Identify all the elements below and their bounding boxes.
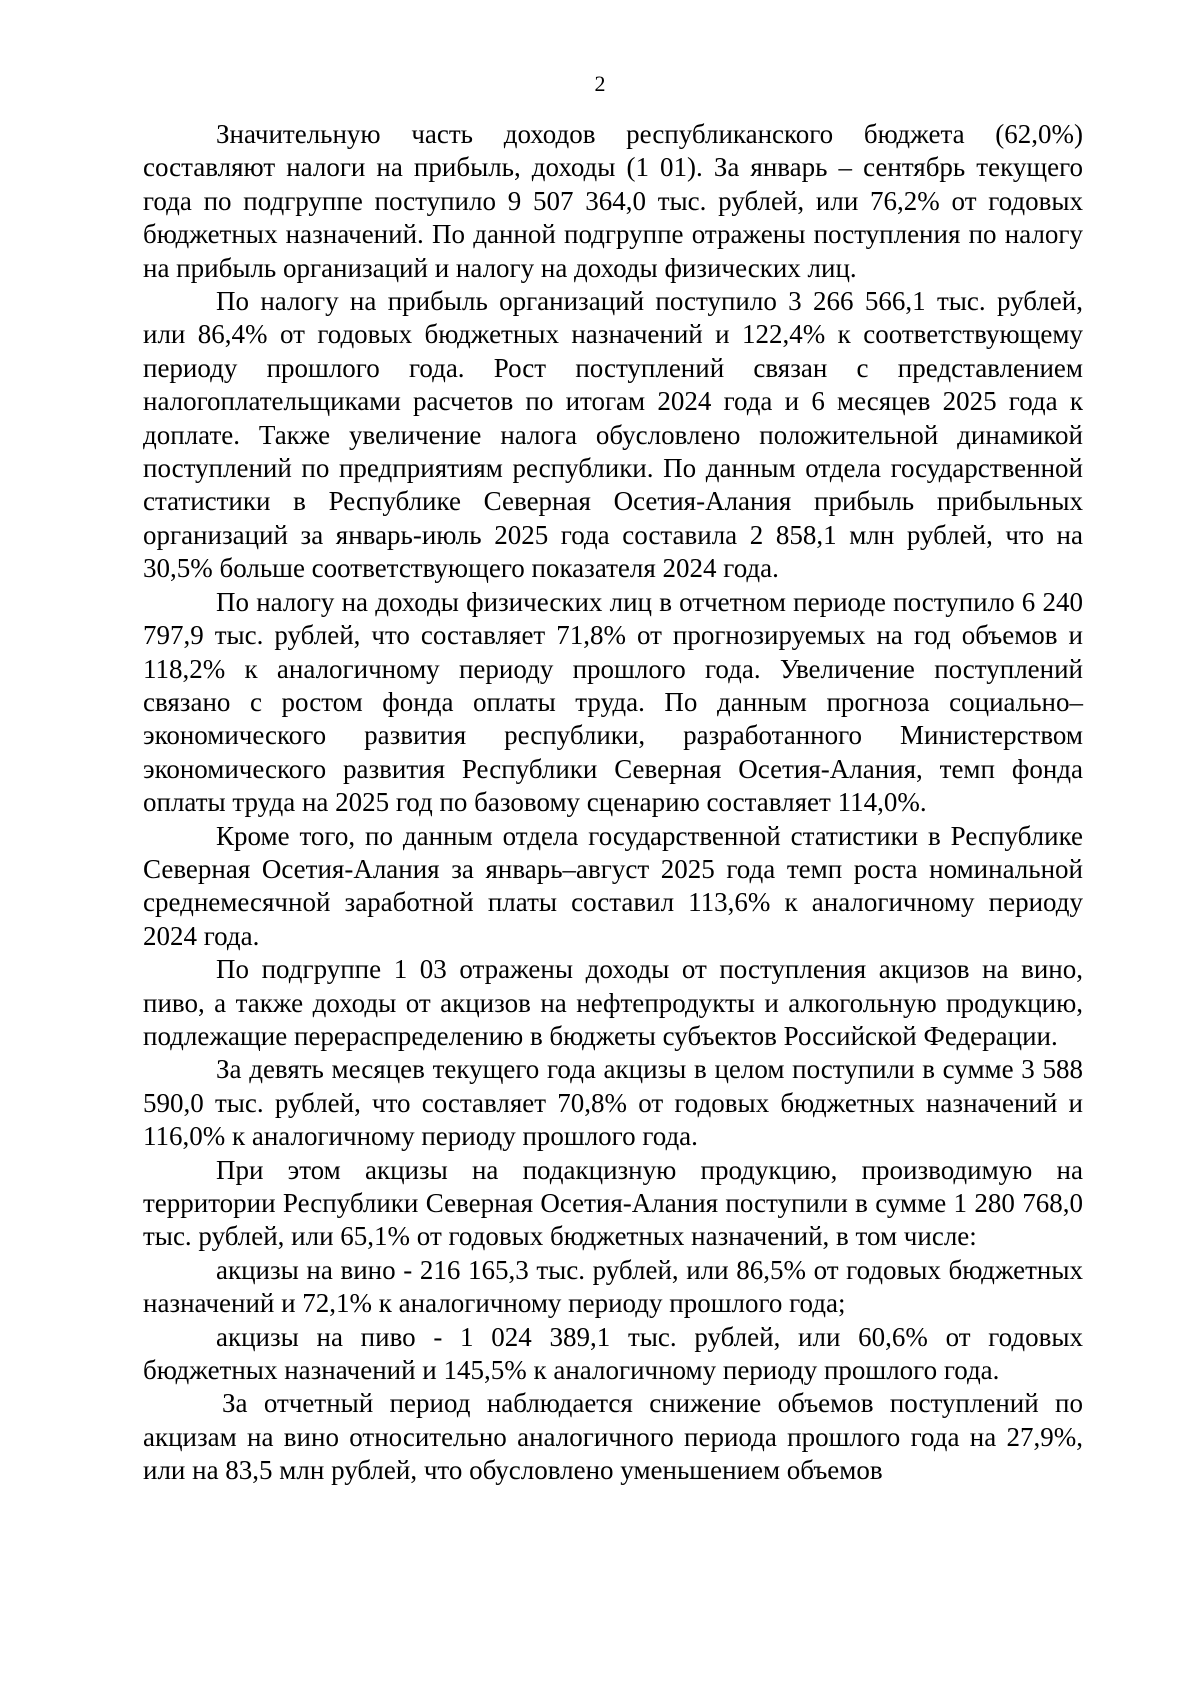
paragraph-personal-income-tax: По налогу на доходы физических лиц в отчетном периоде поступило 6 240 797,9 тыс. рублей, что составляет 71,8% от прогнозируемых на год объемов и 118,2% к аналогичному периоду прошлого года. Увеличение поступлений связано с ростом фонда оплаты труда. По данным прогноза социально–экономического развития республики, разработанного Министерством экономического развития Республики Северная Осетия-Алания, темп фонда оплаты труда на 2025 год по базовому сценарию составляет 114,0%. (143, 586, 1083, 818)
page-number: 2 (594, 71, 606, 96)
paragraph-excise-local-products: При этом акцизы на подакцизную продукцию, производимую на территории Республики Северная Осетия-Алания поступили в сумме 1 280 768,0 тыс. рублей, или 65,1% от годовых бюджетных назначений, в том числе: (143, 1154, 1083, 1252)
paragraph-excise-total: За девять месяцев текущего года акцизы в целом поступили в сумме 3 588 590,0 тыс. рублей, что составляет 70,8% от годовых бюджетных назначений и 116,0% к аналогичному периоду прошлого года. (143, 1054, 1083, 1152)
paragraph-excise-subgroup: По подгруппе 1 03 отражены доходы от поступления акцизов на вино, пиво, а также доходы от акцизов на нефтепродукты и алкогольную продукцию, подлежащие перераспределению в бюджеты субъектов Российской Федерации. (143, 954, 1083, 1051)
paragraph-average-wage: Кроме того, по данным отдела государственной статистики в Республике Северная Осетия-Алания за январь–август 2025 года темп роста номинальной среднемесячной заработной платы составил 113,6% к аналогичному периоду 2024 года. (143, 820, 1083, 951)
paragraph-excise-beer: акцизы на пиво - 1 024 389,1 тыс. рублей, или 60,6% от годовых бюджетных назначений и 145,5% к аналогичному периоду прошлого года. (143, 1321, 1083, 1386)
paragraph-wine-decrease: За отчетный период наблюдается снижение объемов поступлений по акцизам на вино относительно аналогичного периода прошлого года на 27,9%, или на 83,5 млн рублей, что обусловлено уменьшением объемов (143, 1388, 1083, 1486)
paragraph-excise-wine: акцизы на вино - 216 165,3 тыс. рублей, или 86,5% от годовых бюджетных назначений и 72,1% к аналогичному периоду прошлого года; (143, 1254, 1083, 1319)
paragraph-corporate-profit-tax: По налогу на прибыль организаций поступило 3 266 566,1 тыс. рублей, или 86,4% от годовых бюджетных назначений и 122,4% к соответствующему периоду прошлого года. Рост поступлений связан с представлением налогоплательщиками расчетов по итогам 2024 года и 6 месяцев 2025 года к доплате. Также увеличение налога обусловлено положительной динамикой поступлений по предприятиям республики. По данным отдела государственной статистики в Республике Северная Осетия-Алания прибыль прибыльных организаций за январь-июль 2025 года составила 2 858,1 млн рублей, что на 30,5% больше соответствующего показателя 2024 года. (143, 286, 1083, 584)
document-body (143, 118, 1083, 1488)
paragraph-profit-taxes-overview: Значительную часть доходов республиканского бюджета (62,0%) составляют налоги на прибыль, доходы (1 01). За январь – сентябрь текущего года по подгруппе поступило 9 507 364,0 тыс. рублей, или 76,2% от годовых бюджетных назначений. По данной подгруппе отражены поступления по налогу на прибыль организаций и налогу на доходы физических лиц. (143, 119, 1083, 283)
